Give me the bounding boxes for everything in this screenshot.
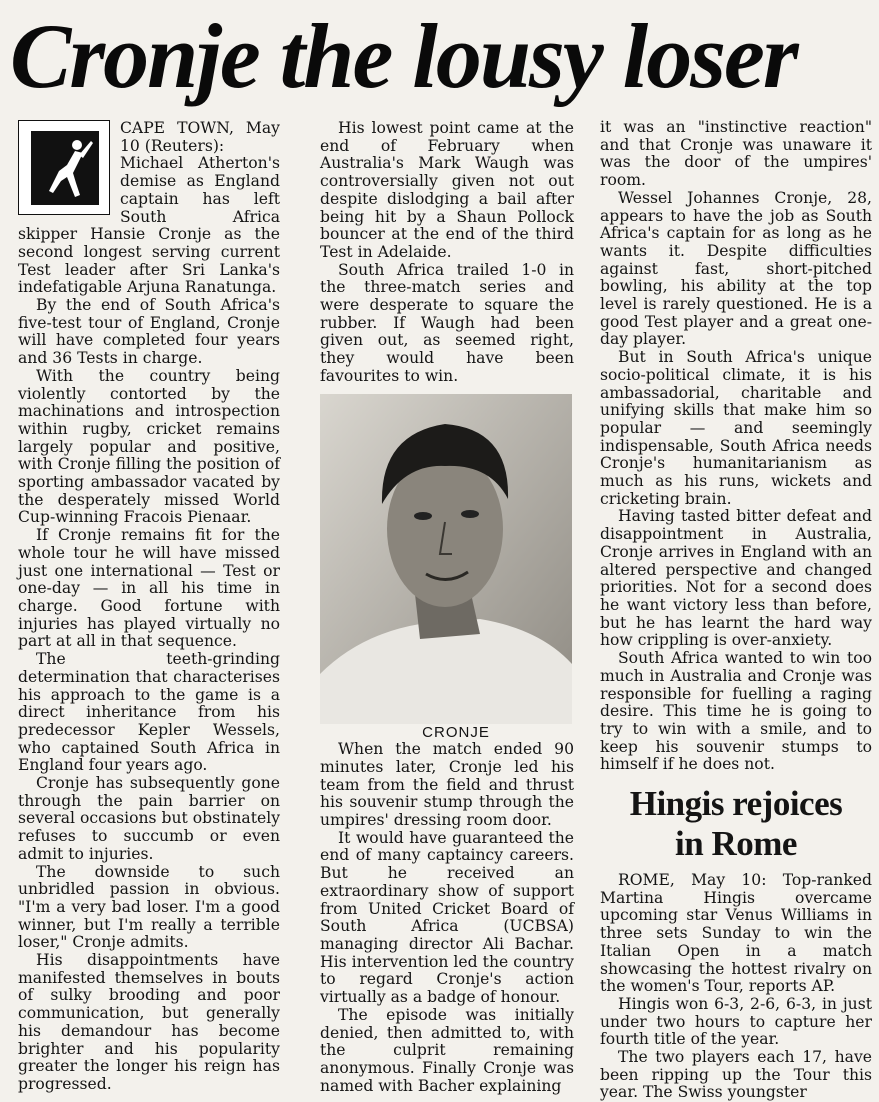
article-column-1: [18, 120, 280, 1094]
paragraph: It would have guaranteed the end of many captaincy careers. But he received an extraordinary show of support from United Cricket Board of South Africa (UCBSA) managing director Ali Bachar. His intervention led the country to regard Cronje's action virtually as a badge of honour.: [320, 828, 574, 1007]
paragraph: His lowest point came at the end of February when Australia's Mark Waugh was controversially given not out despite dislodging a bail after being hit by a Shaun Pollock bouncer at the end of the third Test in Adelaide.: [320, 119, 574, 261]
paragraph: When the match ended 90 minutes later, Cronje led his team from the field and thrust his souvenir stump through the umpires' dressing room door.: [320, 740, 574, 830]
paragraph: The two players each 17, have been ripping up the Tour this year. The Swiss youngster: [600, 1048, 872, 1102]
paragraph: If Cronje remains fit for the whole tour he will have missed just one international — Test or one-day — in all his time in charge. Good fortune with injuries has played virtually no part at all in that sequence.: [18, 526, 280, 651]
photo-caption: CRONJE: [422, 723, 490, 741]
paragraph: With the country being violently contorted by the machinations and introspection within rugby, cricket remains largely popular and positive, with Cronje filling the position of sporting ambassador vacated by the desperately missed World Cup-winning Fracois Pienaar.: [18, 366, 280, 527]
paragraph: The downside to such unbridled passion in obvious. "I'm a very bad loser. I'm a good winner, but I'm really a terrible loser," Cronje admits.: [18, 862, 280, 952]
paragraph: But in South Africa's unique socio-political climate, it is his ambassadorial, charitable and unifying skills that make him so popular — and seemingly indispensable, South Africa needs Cronje's humanitarianism as much as his runs, wickets and cricketing brain.: [600, 348, 872, 508]
paragraph: South Africa wanted to win too much in Australia and Cronje was responsible for fuelling a raging desire. This time he is going to try to win with a smile, and to keep his souvenir stumps to himself if he does not.: [600, 649, 872, 774]
paragraph: The episode was initially denied, then admitted to, with the culprit remaining anonymous. Finally Cronje was named with Bacher explaining: [320, 1005, 574, 1095]
headline-line: Hingis rejoices: [629, 784, 843, 824]
paragraph: By the end of South Africa's five-test tour of England, Cronje will have completed four years and 36 Tests in charge.: [18, 296, 280, 368]
paragraph: South Africa trailed 1-0 in the three-match series and were desperate to square the rubber. If Waugh had been given out, as seemed right, they would have been favourites to win.: [320, 260, 574, 385]
cricket-batsman-icon: [18, 120, 110, 215]
paragraph: it was an "instinctive reaction" and that Cronje was unaware it was the door of the umpires' room.: [600, 118, 872, 190]
headline: Cronje the lousy loser: [10, 5, 797, 107]
paragraph: Michael Atherton's demise as England captain has left South Africa skipper Hansie Cronje as the second longest serving current Test leader after Sri Lanka's indefatigable Arjuna Ranatunga.: [18, 154, 280, 297]
headline-line: in Rome: [675, 824, 797, 864]
article-column-3: [600, 119, 872, 1102]
paragraph: Hingis won 6-3, 2-6, 6-3, in just under two hours to capture her fourth title of the year.: [600, 994, 872, 1049]
dateline: CAPE TOWN, May 10 (Reuters):: [120, 119, 280, 155]
article-column-2: [320, 120, 574, 1095]
second-article-headline: [600, 784, 872, 864]
paragraph: ROME, May 10: Top-ranked Martina Hingis overcame upcoming star Venus Williams in three sets Sunday to win the Italian Open in a match showcasing the hottest rivalry on the women's Tour, reports AP.: [600, 871, 872, 996]
portrait-photo: [320, 394, 572, 724]
paragraph: Cronje has subsequently gone through the pain barrier on several occasions but obstinately refuses to succumb or even admit to injuries.: [18, 774, 281, 863]
paragraph: Having tasted bitter defeat and disappointment in Australia, Cronje arrives in England with an altered perspective and changed priorities. Not for a second does he want victory less than before, but he has learnt the hard way how crippling is over-anxiety.: [600, 507, 872, 650]
paragraph: Wessel Johannes Cronje, 28, appears to have the job as South Africa's captain for as long as he wants it. Despite difficulties against fast, short-pitched bowling, his ability at the top level is rarely questioned. He is a good Test player and a great one-day player.: [600, 188, 872, 349]
paragraph: The teeth-grinding determination that characterises his approach to the game is a direct inheritance from his predecessor Kepler Wessels, who captained South Africa in England four years ago.: [18, 650, 280, 775]
paragraph: His disappointments have manifested themselves in bouts of sulky brooding and poor communication, but generally his demandour has become brighter and his popularity greater the longer his reign has progressed.: [18, 951, 280, 1093]
